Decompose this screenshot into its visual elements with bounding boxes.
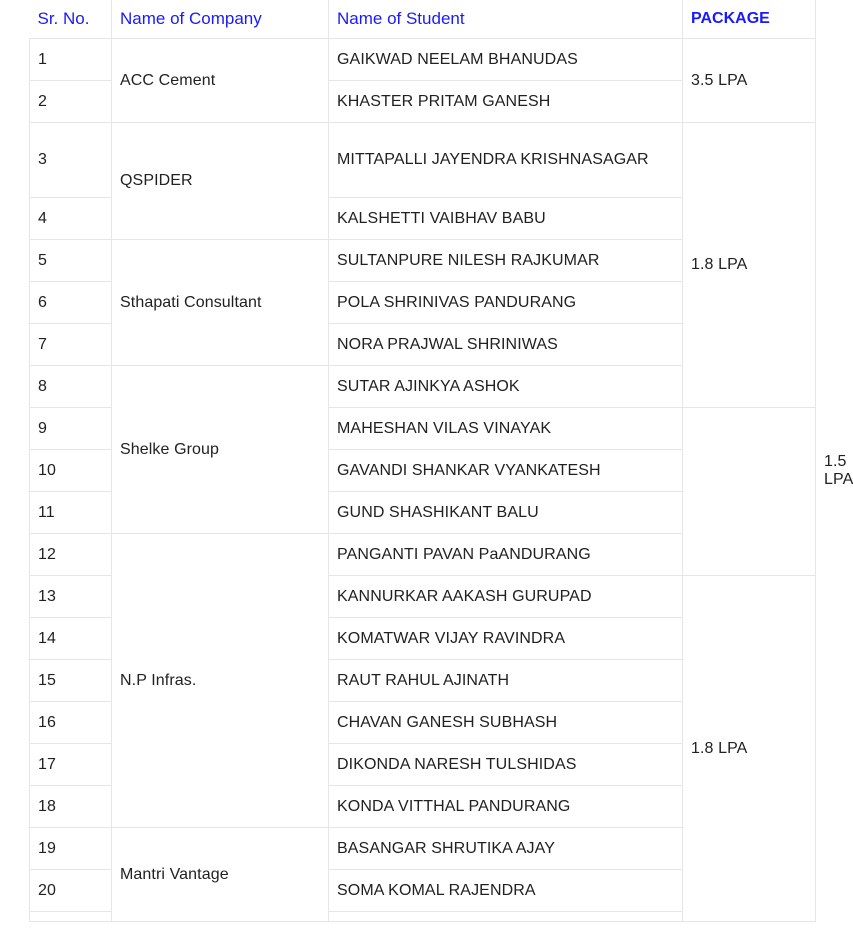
sr-no-cell: 13 xyxy=(30,576,112,618)
sr-no-cell: 12 xyxy=(30,534,112,576)
sr-no-cell: 18 xyxy=(30,786,112,828)
student-cell: KONDA VITTHAL PANDURANG xyxy=(329,786,683,828)
placement-table xyxy=(29,0,853,922)
table-row xyxy=(30,39,816,81)
sr-no-cell: 11 xyxy=(30,492,112,534)
header-student: Name of Student xyxy=(329,0,683,39)
student-cell: KALSHETTI VAIBHAV BABU xyxy=(329,198,683,240)
student-cell: KHASTER PRITAM GANESH xyxy=(329,81,683,123)
sr-no-cell xyxy=(30,912,112,922)
student-cell: PANGANTI PAVAN PaANDURANG xyxy=(329,534,683,576)
sr-no-cell: 5 xyxy=(30,240,112,282)
sr-no-cell: 1 xyxy=(30,39,112,81)
table-row xyxy=(30,123,816,198)
sr-no-cell: 2 xyxy=(30,81,112,123)
company-cell: N.P Infras. xyxy=(112,534,329,828)
company-cell: Mantri Vantage xyxy=(112,828,329,922)
package-cell: 3.5 LPA xyxy=(683,39,816,123)
table-row: 8 Shelke Group SUTAR AJINKYA ASHOK 1.5 LPA xyxy=(30,366,816,408)
table-row xyxy=(30,534,816,576)
company-cell: QSPIDER xyxy=(112,123,329,240)
student-cell: NORA PRAJWAL SHRINIWAS xyxy=(329,324,683,366)
student-cell: CHAVAN GANESH SUBHASH xyxy=(329,702,683,744)
sr-no-cell: 17 xyxy=(30,744,112,786)
student-cell: MITTAPALLI JAYENDRA KRISHNASAGAR xyxy=(329,123,683,198)
sr-no-cell: 3 xyxy=(30,123,112,198)
student-cell: KOMATWAR VIJAY RAVINDRA xyxy=(329,618,683,660)
sr-no-cell: 10 xyxy=(30,450,112,492)
sr-no-cell: 14 xyxy=(30,618,112,660)
student-cell: SULTANPURE NILESH RAJKUMAR xyxy=(329,240,683,282)
student-cell: GUND SHASHIKANT BALU xyxy=(329,492,683,534)
student-cell: KANNURKAR AAKASH GURUPAD xyxy=(329,576,683,618)
company-cell: Sthapati Consultant xyxy=(112,240,329,366)
student-cell: POLA SHRINIVAS PANDURANG xyxy=(329,282,683,324)
package-cell: 1.8 LPA xyxy=(683,123,816,408)
sr-no-cell: 19 xyxy=(30,828,112,870)
student-cell: RAUT RAHUL AJINATH xyxy=(329,660,683,702)
header-package: PACKAGE xyxy=(683,0,816,39)
student-cell: BASANGAR SHRUTIKA AJAY xyxy=(329,828,683,870)
student-cell: SUTAR AJINKYA ASHOK xyxy=(329,366,683,408)
sr-no-cell: 20 xyxy=(30,870,112,912)
header-sr-no: Sr. No. xyxy=(30,0,112,39)
package-cell: 1.8 LPA xyxy=(683,576,816,922)
company-cell: Shelke Group xyxy=(112,366,329,534)
sr-no-cell: 7 xyxy=(30,324,112,366)
header-company: Name of Company xyxy=(112,0,329,39)
student-cell: DIKONDA NARESH TULSHIDAS xyxy=(329,744,683,786)
student-cell: MAHESHAN VILAS VINAYAK xyxy=(329,408,683,450)
company-cell: ACC Cement xyxy=(112,39,329,123)
sr-no-cell: 9 xyxy=(30,408,112,450)
sr-no-cell: 8 xyxy=(30,366,112,408)
student-cell: GAVANDI SHANKAR VYANKATESH xyxy=(329,450,683,492)
sr-no-cell: 4 xyxy=(30,198,112,240)
sr-no-cell: 6 xyxy=(30,282,112,324)
sr-no-cell: 16 xyxy=(30,702,112,744)
sr-no-cell: 15 xyxy=(30,660,112,702)
header-row xyxy=(30,0,816,39)
student-cell xyxy=(329,912,683,922)
student-cell: GAIKWAD NEELAM BHANUDAS xyxy=(329,39,683,81)
student-cell: SOMA KOMAL RAJENDRA xyxy=(329,870,683,912)
